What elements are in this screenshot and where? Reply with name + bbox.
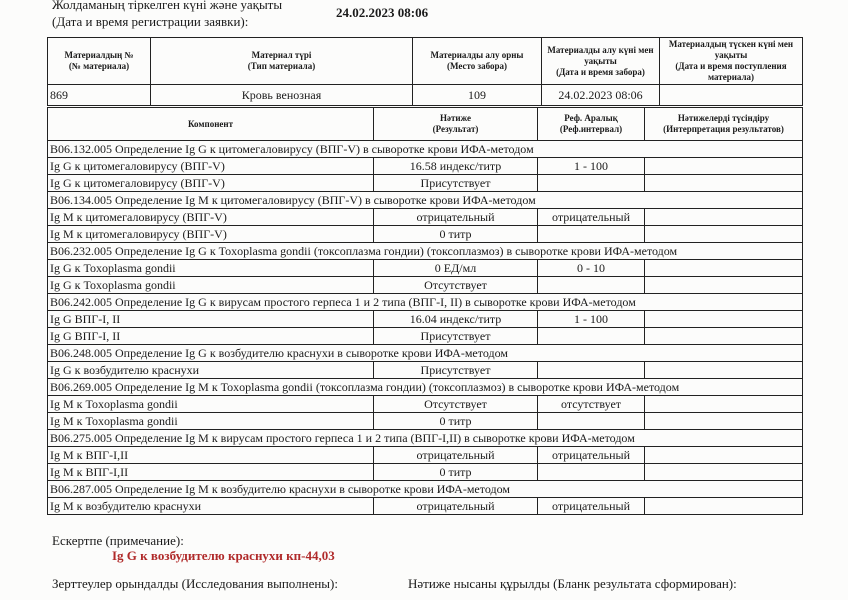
ref-interval-cell: отрицательный [538, 498, 645, 515]
collection-place: 109 [413, 85, 542, 106]
ref-interval-cell [538, 362, 645, 379]
ref-interval-cell: отрицательный [538, 209, 645, 226]
result-row [48, 396, 803, 413]
ref-interval-cell [538, 464, 645, 481]
component-cell: Ig M к Toxoplasma gondii [48, 396, 374, 413]
interpretation-cell [645, 277, 803, 294]
section-title: B06.287.005 Определение Ig M к возбудителю краснухи в сыворотке крови ИФА-методом [48, 481, 803, 498]
col-header-interpretation: Нәтижелерді түсіндіру (Интерпретация результатов) [645, 108, 803, 141]
result-cell: 16.04 индекс/титр [374, 311, 538, 328]
result-row [48, 447, 803, 464]
result-cell: отрицательный [374, 447, 538, 464]
component-cell: Ig M к Toxoplasma gondii [48, 413, 374, 430]
registration-label-ru: (Дата и время регистрации заявки): [52, 14, 249, 29]
result-cell: 0 титр [374, 413, 538, 430]
section-row [48, 481, 803, 498]
ref-interval-cell: 1 - 100 [538, 158, 645, 175]
ref-interval-cell [538, 226, 645, 243]
interpretation-cell [645, 413, 803, 430]
component-cell: Ig M к цитомегаловирусу (ВПГ-V) [48, 209, 374, 226]
result-row [48, 464, 803, 481]
ref-interval-cell: 0 - 10 [538, 260, 645, 277]
result-cell: Присутствует [374, 362, 538, 379]
col-header-ref-interval: Реф. Аралық (Реф.интервал) [538, 108, 645, 141]
result-cell: 0 титр [374, 226, 538, 243]
component-cell: Ig M к возбудителю краснухи [48, 498, 374, 515]
section-row [48, 345, 803, 362]
section-row [48, 379, 803, 396]
section-title: B06.134.005 Определение Ig M к цитомегаловирусу (ВПГ-V) в сыворотке крови ИФА-методом [48, 192, 803, 209]
section-title: B06.248.005 Определение Ig G к возбудителю краснухи в сыворотке крови ИФА-методом [48, 345, 803, 362]
material-type: Кровь венозная [151, 85, 413, 106]
col-header-collection-datetime: Материалды алу күні мен уақыты (Дата и время забора) [542, 38, 660, 85]
ref-interval-cell [538, 277, 645, 294]
section-title: B06.269.005 Определение Ig M к Toxoplasma gondii (токсоплазма гондии) (токсоплазмоз) в сыворотке крови ИФА-методом [48, 379, 803, 396]
result-row [48, 277, 803, 294]
interpretation-cell [645, 175, 803, 192]
interpretation-cell [645, 498, 803, 515]
performed-label: Зерттеулер орындалды (Исследования выполнены): [52, 576, 338, 591]
interpretation-cell [645, 464, 803, 481]
component-cell: Ig G к Toxoplasma gondii [48, 277, 374, 294]
result-row [48, 328, 803, 345]
note-text: Ig G к возбудителю краснухи кп-44,03 [112, 548, 335, 563]
interpretation-cell [645, 362, 803, 379]
result-row [48, 498, 803, 515]
component-cell: Ig G к Toxoplasma gondii [48, 260, 374, 277]
col-header-material-type: Материал түрі (Тип материала) [151, 38, 413, 85]
result-cell: 0 титр [374, 464, 538, 481]
section-row [48, 430, 803, 447]
result-cell: 0 ЕД/мл [374, 260, 538, 277]
component-cell: Ig G ВПГ-I, II [48, 328, 374, 345]
ref-interval-cell: отрицательный [538, 447, 645, 464]
col-header-received-datetime: Материалдың түскен күні мен уақыты (Дата и время поступления материала) [660, 38, 803, 85]
component-cell: Ig M к цитомегаловирусу (ВПГ-V) [48, 226, 374, 243]
result-cell: Присутствует [374, 328, 538, 345]
interpretation-cell [645, 209, 803, 226]
interpretation-cell [645, 226, 803, 243]
result-row [48, 362, 803, 379]
interpretation-cell [645, 447, 803, 464]
result-row [48, 158, 803, 175]
material-info-table [47, 37, 803, 106]
result-cell: Присутствует [374, 175, 538, 192]
formed-label: Нәтиже нысаны құрылды (Бланк результата сформирован): [408, 576, 737, 591]
result-cell: отрицательный [374, 498, 538, 515]
section-title: B06.232.005 Определение Ig G к Toxoplasma gondii (токсоплазма гондии) (токсоплазмоз) в сыворотке крови ИФА-методом [48, 243, 803, 260]
ref-interval-cell [538, 413, 645, 430]
interpretation-cell [645, 158, 803, 175]
result-row [48, 311, 803, 328]
received-datetime [660, 85, 803, 106]
registration-label-kz: Жолдаманың тіркелген күні және уақыты [52, 0, 283, 12]
results-table [47, 140, 803, 515]
result-cell: отрицательный [374, 209, 538, 226]
section-row [48, 294, 803, 311]
material-number: 869 [48, 85, 151, 106]
section-title: B06.132.005 Определение Ig G к цитомегаловирусу (ВПГ-V) в сыворотке крови ИФА-методом [48, 141, 803, 158]
interpretation-cell [645, 328, 803, 345]
section-title: B06.275.005 Определение Ig M к вирусам простого герпеса 1 и 2 типа (ВПГ-I,II) в сыворотке крови ИФА-методом [48, 430, 803, 447]
results-header-table [47, 107, 803, 141]
component-cell: Ig G к цитомегаловирусу (ВПГ-V) [48, 175, 374, 192]
ref-interval-cell [538, 175, 645, 192]
ref-interval-cell [538, 328, 645, 345]
component-cell: Ig G ВПГ-I, II [48, 311, 374, 328]
section-row [48, 243, 803, 260]
registration-datetime: 24.02.2023 08:06 [336, 5, 429, 20]
col-header-result: Нәтиже (Результат) [374, 108, 538, 141]
result-row [48, 175, 803, 192]
component-cell: Ig G к возбудителю краснухи [48, 362, 374, 379]
interpretation-cell [645, 396, 803, 413]
section-row [48, 192, 803, 209]
component-cell: Ig M к ВПГ-I,II [48, 464, 374, 481]
interpretation-cell [645, 260, 803, 277]
result-row [48, 226, 803, 243]
section-title: B06.242.005 Определение Ig G к вирусам простого герпеса 1 и 2 типа (ВПГ-I, II) в сыворотке крови ИФА-методом [48, 294, 803, 311]
component-cell: Ig M к ВПГ-I,II [48, 447, 374, 464]
component-cell: Ig G к цитомегаловирусу (ВПГ-V) [48, 158, 374, 175]
collection-datetime: 24.02.2023 08:06 [542, 85, 660, 106]
ref-interval-cell: отсутствует [538, 396, 645, 413]
result-cell: 16.58 индекс/титр [374, 158, 538, 175]
note-label: Ескертпе (примечание): [52, 533, 184, 548]
col-header-material-number: Материалдың № (№ материала) [48, 38, 151, 85]
ref-interval-cell: 1 - 100 [538, 311, 645, 328]
result-row [48, 260, 803, 277]
result-row [48, 209, 803, 226]
result-row [48, 413, 803, 430]
interpretation-cell [645, 311, 803, 328]
result-cell: Отсутствует [374, 277, 538, 294]
result-cell: Отсутствует [374, 396, 538, 413]
col-header-collection-place: Материалды алу орны (Место забора) [413, 38, 542, 85]
col-header-component: Компонент [48, 108, 374, 141]
section-row [48, 141, 803, 158]
